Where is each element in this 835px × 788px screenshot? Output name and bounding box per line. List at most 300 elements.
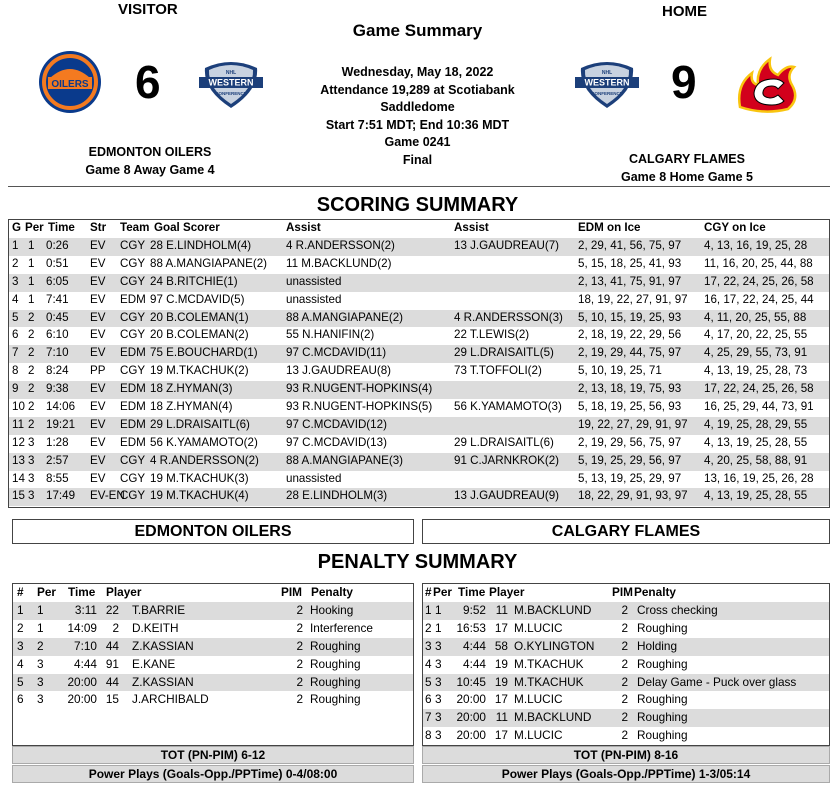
period: 1: [37, 620, 44, 635]
time: 10:45: [456, 674, 486, 689]
header-divider: [8, 186, 830, 187]
assist-2: 29 L.DRAISAITL(6): [454, 435, 554, 449]
player: D.KEITH: [132, 620, 179, 635]
col-cgy-on-ice: CGY on Ice: [704, 221, 766, 234]
edm-on-ice: 2, 13, 18, 19, 75, 93: [578, 382, 682, 396]
time: 0:26: [46, 239, 69, 252]
strength: EV: [90, 292, 106, 306]
jersey-number: 17: [494, 692, 508, 707]
team: EDM: [120, 417, 146, 431]
cgy-penalty-header-row: [423, 584, 829, 602]
period: 3: [435, 710, 442, 725]
cgy-on-ice: 4, 13, 19, 25, 28, 55: [704, 435, 808, 449]
col-team: Team: [120, 221, 150, 234]
period: 3: [435, 656, 442, 671]
table-row: [13, 656, 413, 674]
player: M.LUCIC: [514, 692, 563, 707]
number: 2: [17, 620, 24, 635]
penalty: Roughing: [637, 656, 688, 671]
col-period: Per: [37, 585, 57, 599]
table-row: [9, 274, 829, 292]
table-row: [13, 638, 413, 656]
goal-number: 4: [12, 292, 19, 306]
period: 1: [28, 292, 35, 306]
team: CGY: [120, 489, 146, 503]
player: E.KANE: [132, 656, 176, 671]
team: EDM: [120, 382, 146, 396]
edm-on-ice: 5, 19, 25, 29, 56, 97: [578, 453, 682, 467]
time: 20:00: [456, 710, 486, 725]
table-row: [9, 435, 829, 453]
goal-scorer: 18 Z.HYMAN(3): [150, 382, 233, 396]
western-conference-logo-icon: [197, 60, 265, 110]
time: 0:45: [46, 310, 69, 324]
edm-power-plays: Power Plays (Goals-Opp./PPTime) 0-4/08:00: [12, 765, 414, 783]
visitor-game-count: Game 8 Away Game 4: [85, 163, 215, 177]
goal-scorer: 20 B.COLEMAN(1): [150, 310, 249, 324]
penalty: Roughing: [310, 692, 361, 707]
player: O.KYLINGTON: [514, 638, 595, 653]
goal-number: 8: [12, 364, 19, 378]
table-row: [13, 620, 413, 638]
strength: EV: [90, 435, 106, 449]
time: 7:10: [74, 638, 97, 653]
table-row: [9, 417, 829, 435]
strength: EV: [90, 382, 106, 396]
period: 1: [28, 256, 35, 270]
goal-number: 6: [12, 328, 19, 342]
col-period: Per: [433, 585, 453, 599]
assist-2: 13 J.GAUDREAU(9): [454, 489, 560, 503]
game-venue: Saddledome: [380, 100, 455, 114]
pim: 2: [621, 674, 628, 689]
assist-2: 29 L.DRAISAITL(5): [454, 346, 554, 360]
pim: 2: [296, 656, 303, 671]
time: 7:41: [46, 292, 69, 306]
assist-1: 97 C.MCDAVID(13): [286, 435, 387, 449]
cgy-on-ice: 17, 22, 24, 25, 26, 58: [704, 274, 814, 288]
pim: 2: [621, 638, 628, 653]
cgy-on-ice: 17, 22, 24, 25, 26, 58: [704, 382, 814, 396]
table-row: [423, 656, 829, 674]
goal-scorer: 56 K.YAMAMOTO(2): [150, 435, 258, 449]
team: CGY: [120, 239, 146, 252]
table-row: [13, 602, 413, 620]
period: 3: [37, 656, 44, 671]
strength: EV: [90, 310, 106, 324]
number: 6: [425, 692, 432, 707]
assist-1: unassisted: [286, 471, 342, 485]
goal-number: 14: [12, 471, 25, 485]
pim: 2: [621, 620, 628, 635]
number: 5: [17, 674, 24, 689]
time: 17:49: [46, 489, 76, 503]
scoring-header-row: [9, 220, 829, 238]
edm-penalty-table: [12, 583, 414, 746]
edm-team-header: EDMONTON OILERS: [12, 519, 414, 544]
col-strength: Str: [90, 221, 107, 234]
period: 3: [435, 692, 442, 707]
team: EDM: [120, 400, 146, 414]
period: 3: [37, 692, 44, 707]
table-row: [9, 327, 829, 345]
table-row: [9, 488, 829, 506]
col-pim: PIM: [281, 585, 302, 599]
edm-on-ice: 2, 29, 41, 56, 75, 97: [578, 239, 682, 252]
team: CGY: [120, 364, 146, 378]
cgy-on-ice: 4, 13, 16, 19, 25, 28: [704, 239, 808, 252]
goal-number: 10: [12, 400, 25, 414]
team: EDM: [120, 435, 146, 449]
goal-number: 13: [12, 453, 25, 467]
time: 20:00: [67, 692, 97, 707]
jersey-number: 19: [494, 674, 508, 689]
cgy-on-ice: 4, 17, 20, 22, 25, 55: [704, 328, 808, 342]
col-time: Time: [68, 585, 96, 599]
table-row: [423, 620, 829, 638]
time: 14:09: [67, 620, 97, 635]
time: 6:05: [46, 274, 69, 288]
table-row: [9, 310, 829, 328]
svg-text:NHL: NHL: [225, 70, 237, 76]
player: M.BACKLUND: [514, 710, 592, 725]
goal-number: 1: [12, 239, 19, 252]
pim: 2: [296, 692, 303, 707]
player: M.TKACHUK: [514, 674, 584, 689]
goal-scorer: 19 M.TKACHUK(3): [150, 471, 249, 485]
time: 16:53: [456, 620, 486, 635]
goal-scorer: 20 B.COLEMAN(2): [150, 328, 249, 342]
cgy-on-ice: 13, 16, 19, 25, 26, 28: [704, 471, 814, 485]
col-player: Player: [489, 585, 525, 599]
edm-on-ice: 2, 13, 41, 75, 91, 97: [578, 274, 682, 288]
assist-2: 22 T.LEWIS(2): [454, 328, 530, 342]
cgy-on-ice: 16, 17, 22, 24, 25, 44: [704, 292, 814, 306]
cgy-penalty-rows: [423, 602, 829, 745]
cgy-team-header: CALGARY FLAMES: [422, 519, 830, 544]
goal-scorer: 19 M.TKACHUK(4): [150, 489, 249, 503]
western-conference-logo-icon: [573, 60, 641, 110]
cgy-on-ice: 4, 11, 20, 25, 55, 88: [704, 310, 807, 324]
jersey-number: 58: [494, 638, 508, 653]
assist-2: 56 K.YAMAMOTO(3): [454, 400, 562, 414]
period: 1: [435, 603, 442, 617]
jersey-number: 91: [105, 656, 119, 671]
time: 6:10: [46, 328, 69, 342]
pim: 2: [296, 638, 303, 653]
edm-penalty-rows: [13, 602, 413, 709]
strength: EV: [90, 328, 106, 342]
goal-scorer: 4 R.ANDERSSON(2): [150, 453, 259, 467]
time: 19:21: [46, 417, 76, 431]
oilers-logo-icon: [38, 50, 102, 114]
edm-on-ice: 5, 18, 19, 25, 56, 93: [578, 400, 682, 414]
period: 1: [435, 620, 442, 635]
cgy-on-ice: 4, 13, 19, 25, 28, 73: [704, 364, 808, 378]
penalty: Roughing: [637, 692, 688, 707]
number: 3: [17, 638, 24, 653]
team: EDM: [120, 292, 146, 306]
scoring-table: [8, 219, 830, 508]
visitor-score: 6: [135, 56, 161, 108]
game-status: Final: [402, 152, 433, 167]
number: 4: [17, 656, 24, 671]
assist-1: 4 R.ANDERSSON(2): [286, 239, 395, 252]
period: 3: [28, 453, 35, 467]
jersey-number: 11: [495, 603, 508, 617]
goal-scorer: 28 E.LINDHOLM(4): [150, 239, 252, 252]
cgy-penalty-total: TOT (PN-PIM) 8-16: [422, 746, 830, 764]
svg-text:CONFERENCE: CONFERENCE: [591, 91, 623, 96]
cgy-power-plays: Power Plays (Goals-Opp./PPTime) 1-3/05:14: [422, 765, 830, 783]
goal-number: 5: [12, 310, 19, 324]
svg-text:CONFERENCE: CONFERENCE: [215, 91, 247, 96]
pim: 2: [621, 728, 628, 743]
game-attendance: Attendance 19,289 at Scotiabank: [320, 82, 515, 97]
penalty-summary-title: PENALTY SUMMARY: [317, 551, 518, 573]
goal-number: 2: [12, 256, 19, 270]
cgy-on-ice: 4, 13, 19, 25, 28, 55: [704, 489, 808, 503]
col-player: Player: [106, 585, 142, 599]
edm-on-ice: 5, 10, 19, 25, 71: [578, 364, 662, 378]
table-row: [9, 256, 829, 274]
penalty: Roughing: [310, 674, 361, 689]
assist-1: unassisted: [286, 292, 342, 306]
player: M.LUCIC: [514, 620, 563, 635]
penalty: Roughing: [637, 728, 688, 743]
assist-1: 88 A.MANGIAPANE(3): [286, 453, 404, 467]
jersey-number: 15: [105, 692, 119, 707]
team: CGY: [120, 471, 146, 485]
period: 3: [37, 674, 44, 689]
goal-scorer: 88 A.MANGIAPANE(2): [150, 256, 268, 270]
strength: EV: [90, 453, 106, 467]
number: 3: [425, 638, 432, 653]
assist-1: 13 J.GAUDREAU(8): [286, 364, 392, 378]
team: CGY: [120, 453, 146, 467]
game-times: Start 7:51 MDT; End 10:36 MDT: [325, 117, 510, 132]
col-penalty: Penalty: [311, 585, 353, 599]
cgy-on-ice: 4, 25, 29, 55, 73, 91: [704, 346, 808, 360]
svg-text:NHL: NHL: [601, 70, 613, 76]
team: CGY: [120, 328, 146, 342]
penalty: Delay Game - Puck over glass: [637, 674, 797, 689]
strength: EV: [90, 256, 106, 270]
game-info: [300, 64, 535, 169]
col-number: #: [425, 585, 432, 599]
player: T.BARRIE: [132, 603, 186, 617]
period: 3: [435, 638, 442, 653]
strength: EV: [90, 400, 106, 414]
time: 8:24: [46, 364, 69, 378]
team: EDM: [120, 346, 146, 360]
player: Z.KASSIAN: [132, 674, 194, 689]
period: 3: [28, 489, 35, 503]
time: 8:55: [46, 471, 69, 485]
table-row: [9, 471, 829, 489]
pim: 2: [621, 710, 628, 725]
col-number: #: [17, 585, 24, 599]
assist-2: 4 R.ANDERSSON(3): [454, 310, 563, 324]
edm-penalty-header-row: [13, 584, 413, 602]
number: 5: [425, 674, 432, 689]
period: 2: [28, 400, 35, 414]
game-header: [0, 0, 835, 186]
number: 7: [425, 710, 432, 725]
assist-1: unassisted: [286, 274, 342, 288]
period: 2: [37, 638, 44, 653]
assist-2: 73 T.TOFFOLI(2): [454, 364, 542, 378]
table-row: [13, 691, 413, 709]
assist-1: 93 R.NUGENT-HOPKINS(4): [286, 382, 433, 396]
jersey-number: 17: [494, 728, 508, 743]
penalty: Roughing: [310, 656, 361, 671]
time: 4:44: [463, 656, 486, 671]
cgy-on-ice: 4, 20, 25, 58, 88, 91: [704, 453, 808, 467]
period: 2: [28, 382, 35, 396]
goal-scorer: 24 B.RITCHIE(1): [150, 274, 238, 288]
goal-scorer: 75 E.BOUCHARD(1): [150, 346, 258, 360]
jersey-number: 11: [495, 710, 508, 725]
home-label: HOME: [662, 3, 707, 20]
edm-on-ice: 18, 19, 22, 27, 91, 97: [578, 292, 688, 306]
period: 3: [435, 674, 442, 689]
scoring-rows: [9, 238, 829, 506]
number: 8: [425, 728, 432, 743]
time: 9:52: [463, 603, 486, 617]
edm-on-ice: 18, 22, 29, 91, 93, 97: [578, 489, 688, 503]
assist-2: 13 J.GAUDREAU(7): [454, 239, 560, 252]
goal-number: 3: [12, 274, 19, 288]
strength: PP: [90, 364, 106, 378]
time: 14:06: [46, 400, 76, 414]
penalty: Interference: [310, 620, 373, 635]
period: 3: [435, 728, 442, 743]
home-team-name: CALGARY FLAMES: [629, 152, 745, 166]
visitor-team: [60, 143, 240, 179]
penalty: Roughing: [310, 638, 361, 653]
table-row: [9, 345, 829, 363]
col-time: Time: [458, 585, 486, 599]
period: 3: [28, 435, 35, 449]
number: 1: [17, 603, 24, 617]
jersey-number: 44: [105, 674, 119, 689]
table-row: [423, 691, 829, 709]
goal-number: 11: [12, 417, 25, 431]
table-row: [423, 638, 829, 656]
pim: 2: [296, 674, 303, 689]
goal-scorer: 97 C.MCDAVID(5): [150, 292, 245, 306]
time: 0:51: [46, 256, 69, 270]
period: 2: [28, 328, 35, 342]
period: 2: [28, 346, 35, 360]
penalty: Cross checking: [637, 603, 718, 617]
edm-on-ice: 19, 22, 27, 29, 91, 97: [578, 417, 688, 431]
jersey-number: 19: [494, 656, 508, 671]
home-game-count: Game 8 Home Game 5: [620, 170, 753, 184]
assist-1: 97 C.MCDAVID(12): [286, 417, 387, 431]
cgy-penalty-table: [422, 583, 830, 746]
goal-number: 7: [12, 346, 19, 360]
jersey-number: 17: [494, 620, 508, 635]
col-assist-2: Assist: [454, 221, 489, 234]
col-pim: PIM: [612, 585, 633, 599]
goal-number: 9: [12, 382, 19, 396]
team: CGY: [120, 256, 146, 270]
col-period: Per: [25, 221, 44, 234]
pim: 2: [621, 656, 628, 671]
edm-on-ice: 2, 19, 29, 56, 75, 97: [578, 435, 682, 449]
col-time: Time: [48, 221, 75, 234]
visitor-label: VISITOR: [118, 1, 178, 18]
oilers-logo-text: OILERS: [51, 79, 89, 90]
edm-penalty-total: TOT (PN-PIM) 6-12: [12, 746, 414, 764]
game-date: Wednesday, May 18, 2022: [341, 65, 494, 79]
assist-2: 91 C.JARNKROK(2): [454, 453, 560, 467]
goal-scorer: 18 Z.HYMAN(4): [150, 400, 233, 414]
number: 4: [425, 656, 432, 671]
player: J.ARCHIBALD: [132, 692, 209, 707]
home-team: [597, 150, 777, 186]
edm-on-ice: 2, 19, 29, 44, 75, 97: [578, 346, 682, 360]
number: 6: [17, 692, 24, 707]
table-row: [423, 602, 829, 620]
flames-logo-icon: [734, 55, 802, 113]
pim: 2: [296, 620, 303, 635]
time: 4:44: [463, 638, 486, 653]
pim: 2: [296, 603, 303, 617]
player: Z.KASSIAN: [132, 638, 194, 653]
period: 2: [28, 364, 35, 378]
home-score: 9: [671, 56, 697, 108]
time: 4:44: [74, 656, 97, 671]
page-title: Game Summary: [352, 21, 483, 40]
number: 2: [425, 620, 432, 635]
time: 7:10: [46, 346, 69, 360]
edm-on-ice: 2, 18, 19, 22, 29, 56: [578, 328, 682, 342]
jersey-number: 22: [105, 603, 119, 617]
strength: EV-EN: [90, 489, 125, 503]
time: 3:11: [74, 603, 97, 617]
visitor-team-name: EDMONTON OILERS: [88, 145, 212, 159]
time: 20:00: [456, 728, 486, 743]
goal-scorer: 29 L.DRAISAITL(6): [150, 417, 250, 431]
assist-1: 28 E.LINDHOLM(3): [286, 489, 388, 503]
penalty: Hooking: [310, 603, 354, 617]
penalty: Roughing: [637, 620, 688, 635]
cgy-on-ice: 4, 19, 25, 28, 29, 55: [704, 417, 808, 431]
jersey-number: 2: [112, 620, 119, 635]
svg-text:WESTERN: WESTERN: [208, 77, 254, 88]
table-row: [423, 709, 829, 727]
period: 3: [28, 471, 35, 485]
table-row: [423, 727, 829, 745]
table-row: [9, 238, 829, 256]
strength: EV: [90, 239, 106, 252]
table-row: [9, 399, 829, 417]
period: 1: [28, 274, 35, 288]
period: 1: [37, 603, 44, 617]
table-row: [13, 674, 413, 692]
time: 9:38: [46, 382, 69, 396]
period: 2: [28, 417, 35, 431]
goal-scorer: 19 M.TKACHUK(2): [150, 364, 249, 378]
pim: 2: [621, 692, 628, 707]
table-row: [9, 453, 829, 471]
strength: EV: [90, 417, 106, 431]
scoring-summary-title: SCORING SUMMARY: [316, 194, 519, 216]
penalty: Holding: [637, 638, 678, 653]
